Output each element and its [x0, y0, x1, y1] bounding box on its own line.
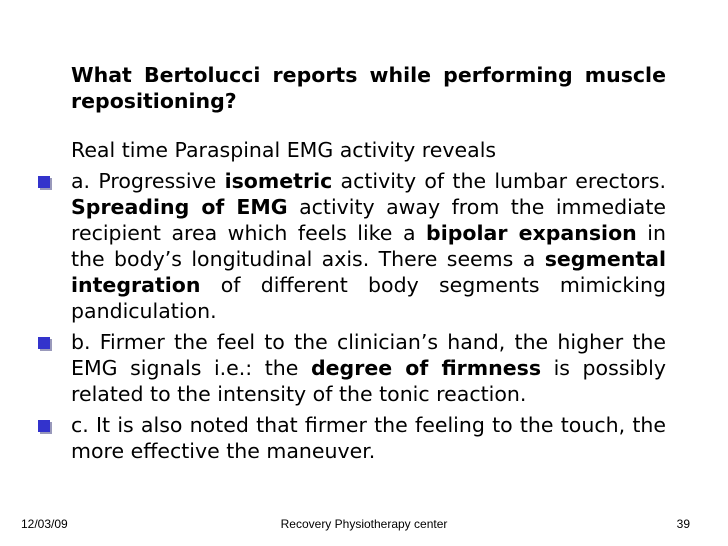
slide-question: What Bertolucci reports while performing muscle repositioning?	[71, 63, 666, 113]
bullet-item-a	[36, 168, 666, 324]
footer-date: 12/03/09	[21, 517, 68, 531]
bullet-item-c	[36, 412, 666, 464]
bullet-text-b: b. Firmer the feel to the clinician’s hand, the higher the EMG signals i.e.: the degree of firmness is possibly related to the intensity of the tonic reaction.	[71, 330, 666, 406]
square-bullet-icon	[38, 337, 50, 349]
bullet-text-a: a. Progressive isometric activity of the lumbar erectors. Spreading of EMG activity away from the immediate recipient area which feels like a bipolar expansion in the body’s longitudinal axis. There seems a segmental integration of different body segments mimicking pandiculation.	[71, 169, 667, 323]
slide-number: 39	[676, 517, 690, 531]
footer-center-text: Recovery Physiotherapy center	[280, 517, 448, 531]
bullet-text-c: c. It is also noted that firmer the feeling to the touch, the more effective the maneuver.	[71, 413, 666, 463]
square-bullet-icon	[38, 176, 50, 188]
slide-intro: Real time Paraspinal EMG activity reveals	[71, 138, 497, 162]
slide-body	[36, 62, 666, 464]
square-bullet-icon	[38, 420, 50, 432]
bullet-item-b	[36, 329, 666, 407]
